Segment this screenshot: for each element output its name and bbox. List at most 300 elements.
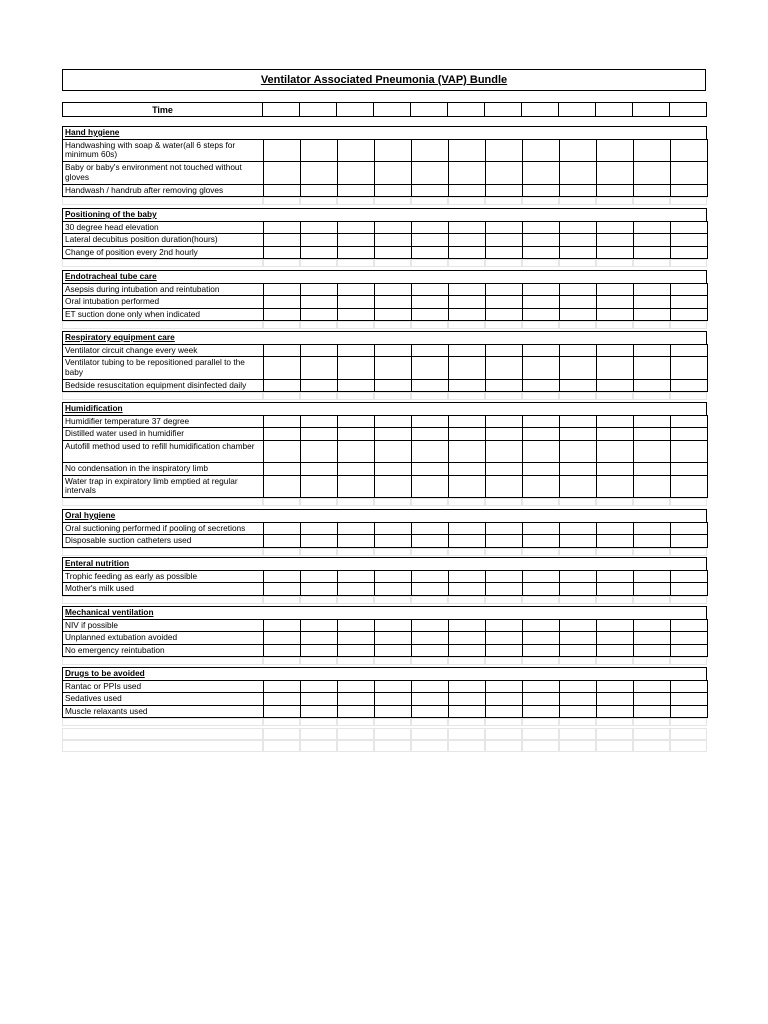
check-cell[interactable] [670,534,708,548]
check-cell[interactable] [411,522,449,536]
check-cell[interactable] [411,705,449,719]
check-cell[interactable] [633,440,671,464]
check-cell[interactable] [374,440,412,464]
check-cell[interactable] [411,221,449,235]
check-cell[interactable] [633,415,671,429]
check-cell[interactable] [559,415,597,429]
check-cell[interactable] [522,233,560,247]
check-cell[interactable] [374,475,412,499]
check-cell[interactable] [374,283,412,297]
check-cell[interactable] [300,534,338,548]
check-cell[interactable] [559,631,597,645]
check-cell[interactable] [596,692,634,706]
check-cell[interactable] [448,344,486,358]
check-cell[interactable] [596,139,634,163]
check-cell[interactable] [522,692,560,706]
check-cell[interactable] [263,619,301,633]
check-cell[interactable] [670,233,708,247]
check-cell[interactable] [411,356,449,380]
check-cell[interactable] [522,534,560,548]
check-cell[interactable] [448,379,486,393]
check-cell[interactable] [411,344,449,358]
check-cell[interactable] [559,570,597,584]
check-cell[interactable] [670,308,708,322]
check-cell[interactable] [559,221,597,235]
check-cell[interactable] [337,692,375,706]
check-cell[interactable] [485,582,523,596]
check-cell[interactable] [374,161,412,185]
check-cell[interactable] [263,356,301,380]
check-cell[interactable] [596,283,634,297]
check-cell[interactable] [411,379,449,393]
check-cell[interactable] [596,619,634,633]
check-cell[interactable] [263,644,301,658]
time-cell[interactable] [336,102,374,117]
check-cell[interactable] [374,631,412,645]
check-cell[interactable] [300,440,338,464]
check-cell[interactable] [633,139,671,163]
check-cell[interactable] [337,462,375,476]
check-cell[interactable] [411,139,449,163]
check-cell[interactable] [670,221,708,235]
check-cell[interactable] [596,522,634,536]
check-cell[interactable] [300,415,338,429]
check-cell[interactable] [374,221,412,235]
check-cell[interactable] [670,184,708,198]
check-cell[interactable] [300,570,338,584]
check-cell[interactable] [300,233,338,247]
check-cell[interactable] [485,184,523,198]
check-cell[interactable] [337,415,375,429]
check-cell[interactable] [522,582,560,596]
check-cell[interactable] [670,570,708,584]
check-cell[interactable] [374,462,412,476]
check-cell[interactable] [411,570,449,584]
check-cell[interactable] [448,427,486,441]
check-cell[interactable] [485,644,523,658]
check-cell[interactable] [448,295,486,309]
check-cell[interactable] [300,161,338,185]
check-cell[interactable] [559,184,597,198]
check-cell[interactable] [337,344,375,358]
check-cell[interactable] [485,475,523,499]
check-cell[interactable] [337,379,375,393]
check-cell[interactable] [559,246,597,260]
check-cell[interactable] [633,161,671,185]
check-cell[interactable] [263,522,301,536]
check-cell[interactable] [559,440,597,464]
check-cell[interactable] [596,631,634,645]
check-cell[interactable] [448,161,486,185]
check-cell[interactable] [374,246,412,260]
time-cell[interactable] [595,102,633,117]
check-cell[interactable] [559,283,597,297]
check-cell[interactable] [374,344,412,358]
check-cell[interactable] [300,462,338,476]
check-cell[interactable] [559,705,597,719]
check-cell[interactable] [596,356,634,380]
check-cell[interactable] [522,427,560,441]
check-cell[interactable] [633,308,671,322]
check-cell[interactable] [522,619,560,633]
check-cell[interactable] [559,692,597,706]
check-cell[interactable] [596,705,634,719]
time-cell[interactable] [262,102,300,117]
time-cell[interactable] [447,102,485,117]
check-cell[interactable] [522,570,560,584]
check-cell[interactable] [411,161,449,185]
check-cell[interactable] [559,522,597,536]
check-cell[interactable] [596,246,634,260]
check-cell[interactable] [596,295,634,309]
check-cell[interactable] [559,161,597,185]
check-cell[interactable] [300,283,338,297]
check-cell[interactable] [263,184,301,198]
check-cell[interactable] [633,522,671,536]
check-cell[interactable] [670,582,708,596]
check-cell[interactable] [596,233,634,247]
check-cell[interactable] [670,379,708,393]
check-cell[interactable] [263,415,301,429]
check-cell[interactable] [633,644,671,658]
check-cell[interactable] [670,644,708,658]
check-cell[interactable] [670,246,708,260]
check-cell[interactable] [374,295,412,309]
check-cell[interactable] [411,619,449,633]
check-cell[interactable] [448,440,486,464]
check-cell[interactable] [374,705,412,719]
check-cell[interactable] [337,534,375,548]
check-cell[interactable] [448,221,486,235]
check-cell[interactable] [263,308,301,322]
check-cell[interactable] [448,233,486,247]
check-cell[interactable] [448,582,486,596]
check-cell[interactable] [522,705,560,719]
check-cell[interactable] [448,308,486,322]
check-cell[interactable] [522,246,560,260]
check-cell[interactable] [374,619,412,633]
check-cell[interactable] [633,379,671,393]
check-cell[interactable] [522,644,560,658]
check-cell[interactable] [485,356,523,380]
check-cell[interactable] [559,233,597,247]
check-cell[interactable] [633,184,671,198]
check-cell[interactable] [670,680,708,694]
check-cell[interactable] [522,308,560,322]
check-cell[interactable] [485,308,523,322]
check-cell[interactable] [337,161,375,185]
check-cell[interactable] [633,680,671,694]
check-cell[interactable] [411,233,449,247]
check-cell[interactable] [596,427,634,441]
check-cell[interactable] [522,184,560,198]
check-cell[interactable] [596,475,634,499]
check-cell[interactable] [448,570,486,584]
check-cell[interactable] [448,246,486,260]
check-cell[interactable] [300,308,338,322]
check-cell[interactable] [263,570,301,584]
check-cell[interactable] [411,534,449,548]
check-cell[interactable] [596,582,634,596]
check-cell[interactable] [448,534,486,548]
check-cell[interactable] [411,582,449,596]
check-cell[interactable] [670,440,708,464]
check-cell[interactable] [300,356,338,380]
check-cell[interactable] [485,462,523,476]
check-cell[interactable] [300,582,338,596]
check-cell[interactable] [485,139,523,163]
check-cell[interactable] [633,631,671,645]
check-cell[interactable] [374,534,412,548]
check-cell[interactable] [633,705,671,719]
check-cell[interactable] [337,582,375,596]
check-cell[interactable] [411,440,449,464]
check-cell[interactable] [263,534,301,548]
check-cell[interactable] [411,427,449,441]
check-cell[interactable] [337,427,375,441]
check-cell[interactable] [300,344,338,358]
check-cell[interactable] [263,221,301,235]
check-cell[interactable] [596,161,634,185]
time-cell[interactable] [669,102,707,117]
check-cell[interactable] [300,427,338,441]
check-cell[interactable] [300,221,338,235]
check-cell[interactable] [411,308,449,322]
check-cell[interactable] [485,692,523,706]
check-cell[interactable] [337,356,375,380]
check-cell[interactable] [337,475,375,499]
check-cell[interactable] [596,440,634,464]
check-cell[interactable] [633,692,671,706]
check-cell[interactable] [670,415,708,429]
check-cell[interactable] [411,475,449,499]
check-cell[interactable] [670,462,708,476]
check-cell[interactable] [559,680,597,694]
check-cell[interactable] [411,692,449,706]
check-cell[interactable] [485,379,523,393]
check-cell[interactable] [633,356,671,380]
check-cell[interactable] [337,570,375,584]
check-cell[interactable] [263,582,301,596]
check-cell[interactable] [448,619,486,633]
check-cell[interactable] [633,283,671,297]
check-cell[interactable] [522,283,560,297]
check-cell[interactable] [300,619,338,633]
check-cell[interactable] [559,475,597,499]
check-cell[interactable] [448,680,486,694]
check-cell[interactable] [374,427,412,441]
check-cell[interactable] [300,522,338,536]
check-cell[interactable] [485,415,523,429]
check-cell[interactable] [411,295,449,309]
check-cell[interactable] [411,631,449,645]
check-cell[interactable] [559,344,597,358]
check-cell[interactable] [522,379,560,393]
check-cell[interactable] [596,462,634,476]
check-cell[interactable] [263,283,301,297]
check-cell[interactable] [448,644,486,658]
check-cell[interactable] [337,139,375,163]
check-cell[interactable] [596,680,634,694]
time-cell[interactable] [632,102,670,117]
check-cell[interactable] [374,680,412,694]
check-cell[interactable] [448,415,486,429]
check-cell[interactable] [485,619,523,633]
check-cell[interactable] [633,534,671,548]
time-cell[interactable] [410,102,448,117]
check-cell[interactable] [337,619,375,633]
check-cell[interactable] [559,356,597,380]
time-cell[interactable] [299,102,337,117]
check-cell[interactable] [263,680,301,694]
check-cell[interactable] [300,705,338,719]
check-cell[interactable] [411,680,449,694]
check-cell[interactable] [522,221,560,235]
check-cell[interactable] [633,570,671,584]
check-cell[interactable] [485,246,523,260]
check-cell[interactable] [337,308,375,322]
check-cell[interactable] [522,475,560,499]
check-cell[interactable] [374,308,412,322]
check-cell[interactable] [263,475,301,499]
check-cell[interactable] [448,692,486,706]
check-cell[interactable] [337,246,375,260]
check-cell[interactable] [300,475,338,499]
check-cell[interactable] [485,705,523,719]
check-cell[interactable] [411,246,449,260]
check-cell[interactable] [559,295,597,309]
check-cell[interactable] [485,161,523,185]
check-cell[interactable] [263,379,301,393]
check-cell[interactable] [300,184,338,198]
check-cell[interactable] [374,522,412,536]
check-cell[interactable] [374,582,412,596]
check-cell[interactable] [448,139,486,163]
check-cell[interactable] [596,184,634,198]
check-cell[interactable] [448,475,486,499]
check-cell[interactable] [485,233,523,247]
check-cell[interactable] [263,705,301,719]
check-cell[interactable] [337,705,375,719]
check-cell[interactable] [485,295,523,309]
check-cell[interactable] [374,139,412,163]
check-cell[interactable] [633,427,671,441]
check-cell[interactable] [263,462,301,476]
check-cell[interactable] [596,379,634,393]
check-cell[interactable] [485,221,523,235]
time-cell[interactable] [484,102,522,117]
check-cell[interactable] [596,344,634,358]
check-cell[interactable] [559,462,597,476]
check-cell[interactable] [263,692,301,706]
time-cell[interactable] [558,102,596,117]
check-cell[interactable] [485,522,523,536]
check-cell[interactable] [522,522,560,536]
check-cell[interactable] [522,680,560,694]
check-cell[interactable] [374,233,412,247]
check-cell[interactable] [337,283,375,297]
check-cell[interactable] [522,415,560,429]
check-cell[interactable] [670,139,708,163]
check-cell[interactable] [670,475,708,499]
check-cell[interactable] [374,692,412,706]
time-cell[interactable] [373,102,411,117]
check-cell[interactable] [337,522,375,536]
check-cell[interactable] [596,415,634,429]
check-cell[interactable] [596,534,634,548]
check-cell[interactable] [374,379,412,393]
check-cell[interactable] [485,631,523,645]
check-cell[interactable] [559,427,597,441]
check-cell[interactable] [411,184,449,198]
check-cell[interactable] [670,356,708,380]
check-cell[interactable] [522,462,560,476]
check-cell[interactable] [485,283,523,297]
check-cell[interactable] [522,356,560,380]
check-cell[interactable] [485,570,523,584]
check-cell[interactable] [522,295,560,309]
check-cell[interactable] [522,631,560,645]
check-cell[interactable] [485,427,523,441]
check-cell[interactable] [485,344,523,358]
check-cell[interactable] [374,570,412,584]
check-cell[interactable] [374,415,412,429]
check-cell[interactable] [559,619,597,633]
check-cell[interactable] [263,344,301,358]
check-cell[interactable] [596,221,634,235]
check-cell[interactable] [300,139,338,163]
check-cell[interactable] [300,379,338,393]
check-cell[interactable] [596,644,634,658]
check-cell[interactable] [633,344,671,358]
check-cell[interactable] [596,570,634,584]
check-cell[interactable] [633,462,671,476]
check-cell[interactable] [337,221,375,235]
check-cell[interactable] [300,295,338,309]
check-cell[interactable] [337,184,375,198]
check-cell[interactable] [633,221,671,235]
check-cell[interactable] [670,295,708,309]
check-cell[interactable] [448,184,486,198]
check-cell[interactable] [374,184,412,198]
check-cell[interactable] [559,379,597,393]
check-cell[interactable] [374,644,412,658]
check-cell[interactable] [411,462,449,476]
check-cell[interactable] [670,427,708,441]
check-cell[interactable] [670,283,708,297]
check-cell[interactable] [263,427,301,441]
check-cell[interactable] [263,139,301,163]
check-cell[interactable] [633,233,671,247]
check-cell[interactable] [411,283,449,297]
check-cell[interactable] [263,233,301,247]
check-cell[interactable] [596,308,634,322]
check-cell[interactable] [670,705,708,719]
check-cell[interactable] [300,644,338,658]
check-cell[interactable] [300,631,338,645]
check-cell[interactable] [559,582,597,596]
time-cell[interactable] [521,102,559,117]
check-cell[interactable] [670,619,708,633]
check-cell[interactable] [337,440,375,464]
check-cell[interactable] [448,462,486,476]
check-cell[interactable] [411,415,449,429]
check-cell[interactable] [448,283,486,297]
check-cell[interactable] [670,161,708,185]
check-cell[interactable] [337,631,375,645]
check-cell[interactable] [559,534,597,548]
check-cell[interactable] [522,440,560,464]
